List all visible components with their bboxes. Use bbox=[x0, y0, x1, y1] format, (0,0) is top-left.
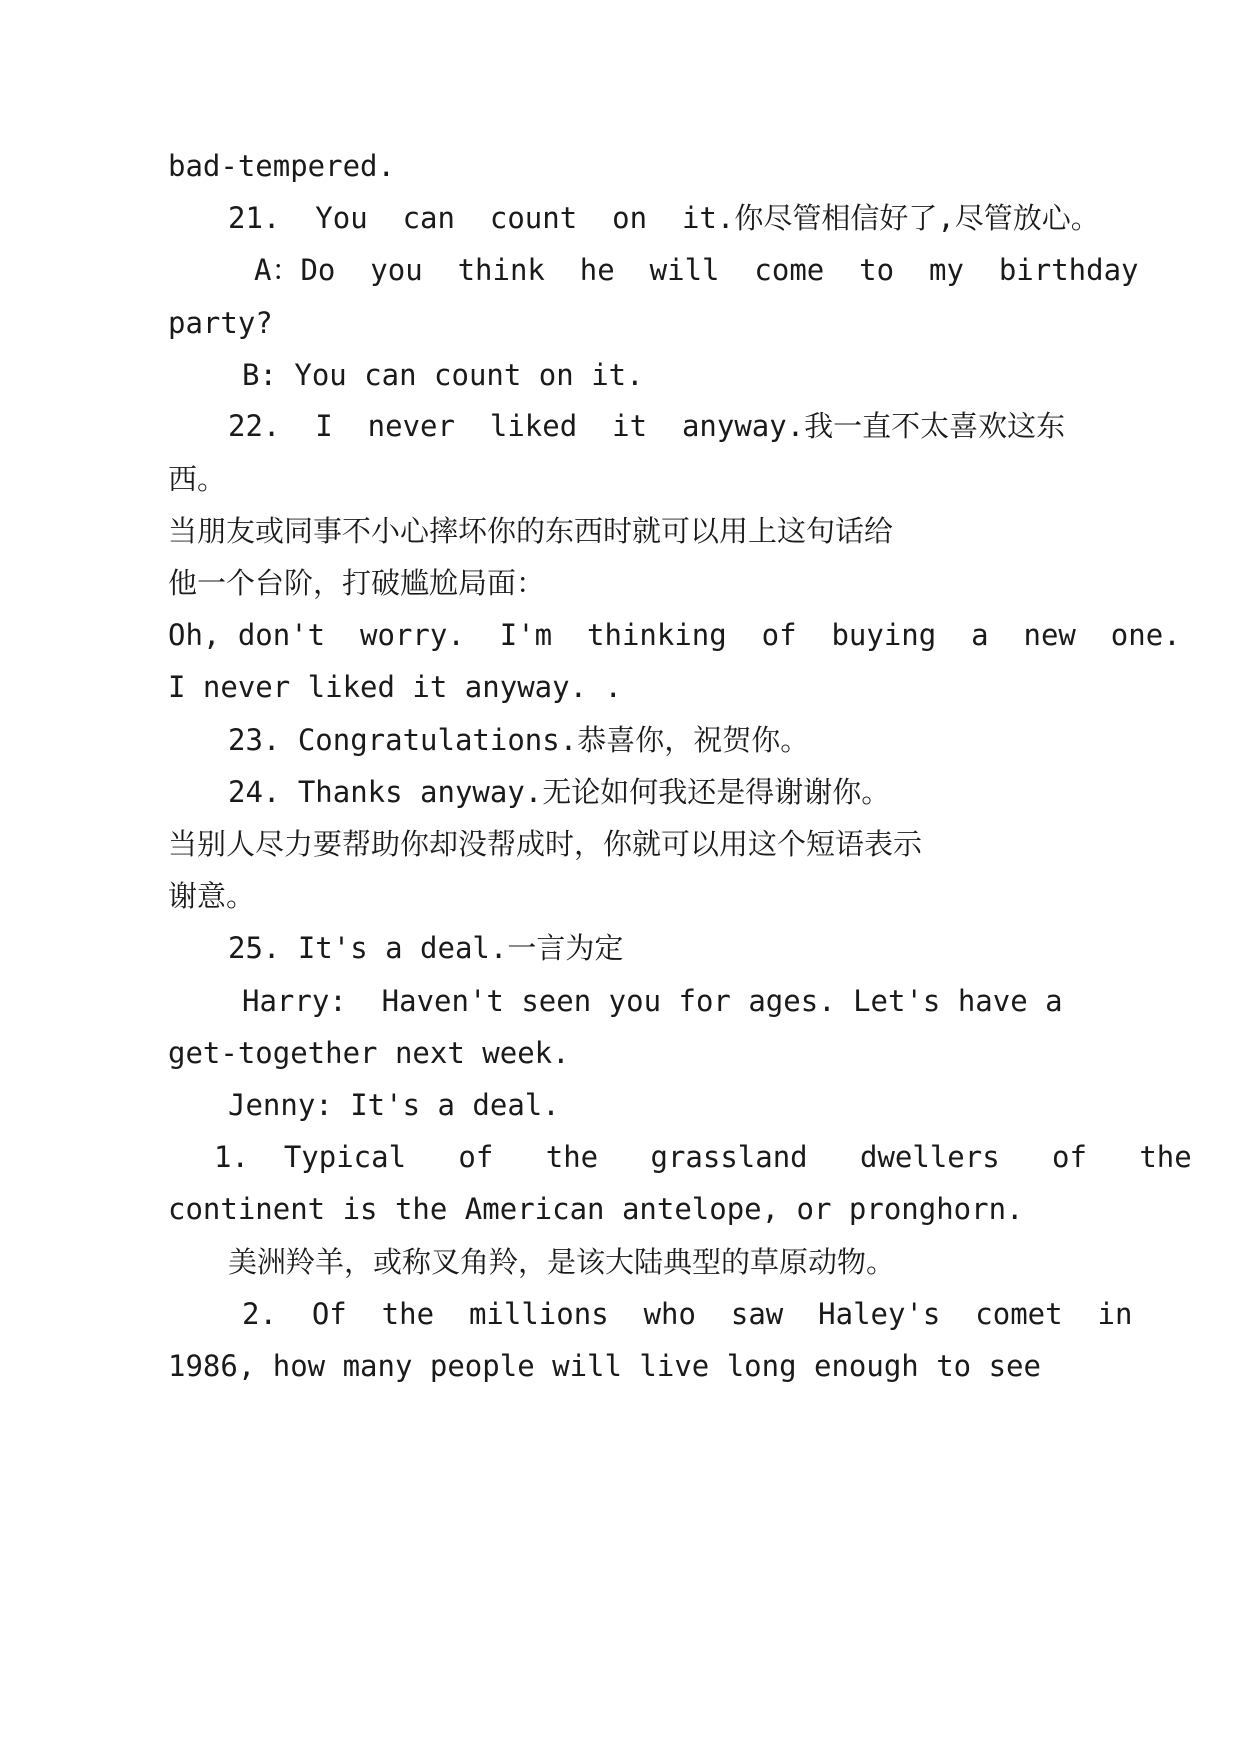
text-line: 当别人尽力要帮助你却没帮成时，你就可以用这个短语表示 bbox=[168, 827, 923, 861]
text-line: Harry: Haven't seen you for ages. Let's have a bbox=[242, 984, 1063, 1018]
text-line: 美洲羚羊，或称叉角羚，是该大陆典型的草原动物。 bbox=[228, 1245, 896, 1279]
text-line: 谢意。 bbox=[168, 879, 256, 913]
text-line: get-together next week. bbox=[168, 1036, 570, 1070]
text-line: Oh, don't worry. I'm thinking of buying a new one. bbox=[168, 618, 1181, 652]
text-line: 23. Congratulations.恭喜你，祝贺你。 bbox=[228, 723, 810, 757]
text-line: Jenny: It's a deal. bbox=[228, 1088, 560, 1122]
text-line: 21. You can count on it.你尽管相信好了,尽管放心。 bbox=[228, 201, 1100, 235]
text-line: B: You can count on it. bbox=[242, 358, 644, 392]
text-line: 当朋友或同事不小心摔坏你的东西时就可以用上这句话给 bbox=[168, 514, 894, 548]
text-line: 1. Typical of the grassland dwellers of the bbox=[214, 1140, 1192, 1174]
text-line: I never liked it anyway. . bbox=[168, 670, 622, 704]
text-line: 22. I never liked it anyway.我一直不太喜欢这东 bbox=[228, 409, 1066, 443]
text-line: 西。 bbox=[168, 462, 227, 496]
text-line: 24. Thanks anyway.无论如何我还是得谢谢你。 bbox=[228, 775, 891, 809]
text-line: party? bbox=[168, 306, 273, 340]
text-line: continent is the American antelope, or pronghorn. bbox=[168, 1192, 1024, 1226]
text-line: 25. It's a deal.一言为定 bbox=[228, 931, 624, 965]
text-line: 2. Of the millions who saw Haley's comet in bbox=[242, 1297, 1133, 1331]
text-line: 1986, how many people will live long enough to see bbox=[168, 1349, 1041, 1383]
text-line: bad-tempered. bbox=[168, 149, 395, 183]
text-line: A：Do you think he will come to my birthday bbox=[254, 253, 1139, 287]
text-line: 他一个台阶，打破尴尬局面： bbox=[168, 566, 546, 600]
